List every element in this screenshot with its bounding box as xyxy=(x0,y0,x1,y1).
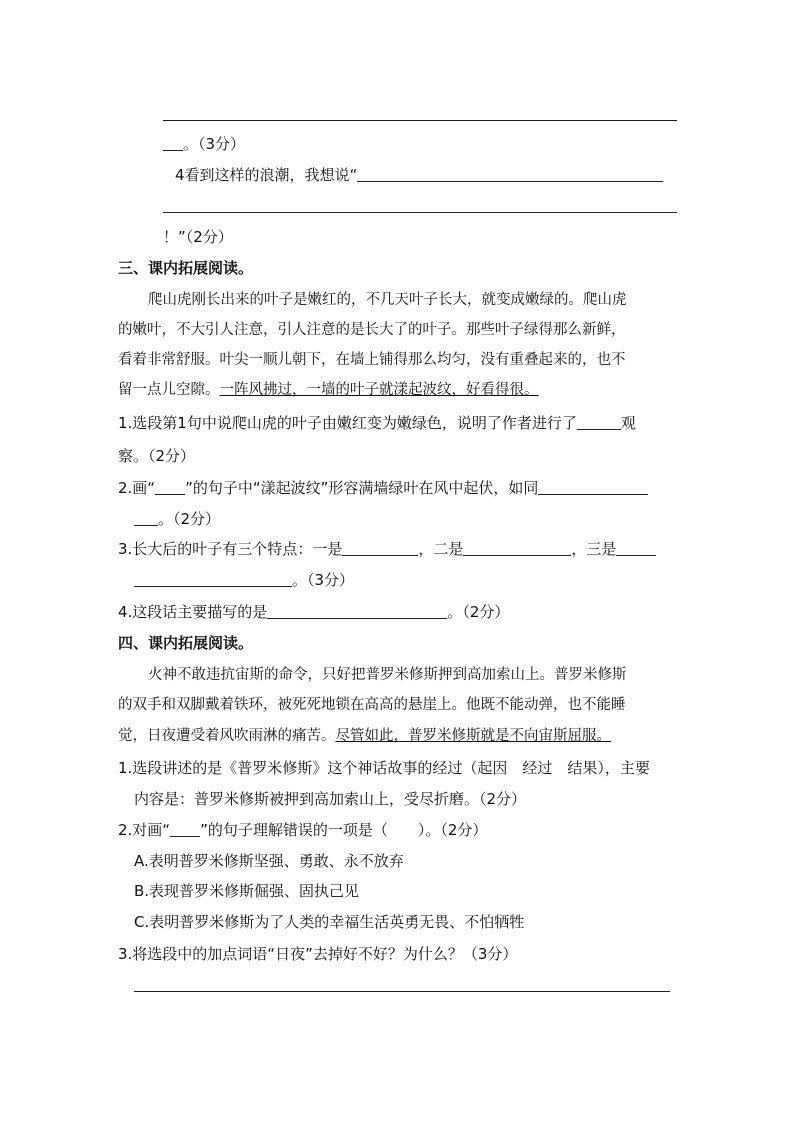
answer-line[interactable] xyxy=(134,991,670,992)
question-line xyxy=(118,478,648,498)
question-text: 4.这段话主要描写的是 xyxy=(118,603,268,621)
question-text: ”的句子中“漾起波纹”形容满墙绿叶在风中起伏，如同 xyxy=(185,479,539,497)
question-line: 3.将选段中的加点词语“日夜”去掉好不好？为什么？（3分） xyxy=(118,945,518,963)
answer-blank[interactable] xyxy=(538,480,648,495)
question-line: 1.选段讲述的是《普罗米修斯》这个神话故事的经过（起因 经过 结果），主要 xyxy=(118,759,650,777)
question-line xyxy=(163,227,233,247)
underline-mark xyxy=(170,822,200,837)
passage-line xyxy=(118,380,539,400)
question-line xyxy=(118,602,509,622)
answer-blank[interactable] xyxy=(267,604,447,619)
question-text: 2.对画“ xyxy=(118,821,171,839)
answer-blank[interactable] xyxy=(463,541,571,556)
question-text: 。（3分） xyxy=(292,571,355,589)
question-line xyxy=(175,165,663,185)
underlined-sentence: 一阵风拂过，一墙的叶子就漾起波纹，好看得很。 xyxy=(219,382,539,398)
question-text: 察。（2分） xyxy=(118,447,196,465)
question-line xyxy=(134,570,354,590)
underline-mark xyxy=(155,480,185,495)
passage-line: 的嫩叶，不大引人注意，引人注意的是长大了的叶子。那些叶子绿得那么新鲜， xyxy=(118,322,626,338)
question-text: 。（2分） xyxy=(447,603,510,621)
question-text: 。（3分） xyxy=(183,135,246,153)
passage-line: 的双手和双脚戴着铁环，被死死地锁在高高的悬崖上。他既不能动弹，也不能睡 xyxy=(118,697,626,713)
question-text: ！”（2分） xyxy=(163,228,233,246)
answer-blank[interactable] xyxy=(163,136,183,151)
answer-blank[interactable] xyxy=(134,511,158,526)
answer-blank[interactable] xyxy=(577,415,621,430)
question-text: 1.选段第1句中说爬山虎的叶子由嫩红变为嫩绿色，说明了作者进行了 xyxy=(118,414,577,432)
passage-line: 看着非常舒服。叶尖一顺儿朝下，在墙上铺得那么均匀，没有重叠起来的，也不 xyxy=(118,352,626,368)
option-a[interactable]: A.表明普罗米修斯坚强、勇敢、永不放弃 xyxy=(134,852,404,870)
question-text: 3.长大后的叶子有三个特点：一是 xyxy=(118,540,343,558)
option-c[interactable]: C.表明普罗米修斯为了人类的幸福生活英勇无畏、不怕牺牲 xyxy=(134,913,525,931)
question-line xyxy=(134,509,220,529)
question-text: 观 xyxy=(620,414,636,432)
question-text: 4看到这样的浪潮，我想说“ xyxy=(175,166,358,184)
question-line xyxy=(118,539,656,559)
passage-line: 火神不敢违抗宙斯的命令，只好把普罗米修斯押到高加索山上。普罗米修斯 xyxy=(148,667,627,683)
passage-line xyxy=(118,726,611,746)
passage-line: 爬山虎刚长出来的叶子是嫩红的，不几天叶子长大，就变成嫩绿的。爬山虎 xyxy=(148,292,627,308)
question-text: ，三是 xyxy=(571,540,617,558)
answer-blank[interactable] xyxy=(616,541,656,556)
section-heading: 四、课内拓展阅读。 xyxy=(118,634,254,652)
answer-blank[interactable] xyxy=(357,167,663,182)
question-line xyxy=(118,413,636,433)
passage-text: 觉，日夜遭受着风吹雨淋的痛苦。 xyxy=(118,728,336,744)
answer-blank[interactable] xyxy=(134,572,292,587)
answer-blank[interactable] xyxy=(342,541,418,556)
question-line: 内容是：普罗米修斯被押到高加索山上，受尽折磨。（2分） xyxy=(134,790,527,808)
question-text: 。（2分） xyxy=(158,510,221,528)
option-b[interactable]: B.表现普罗米修斯倔强、固执己见 xyxy=(134,882,360,900)
question-line xyxy=(163,134,245,154)
question-line xyxy=(118,820,487,840)
answer-line[interactable] xyxy=(163,212,677,213)
passage-text: 留一点儿空隙。 xyxy=(118,382,220,398)
question-text: ，二是 xyxy=(418,540,464,558)
section-heading: 三、课内拓展阅读。 xyxy=(118,259,254,277)
question-text: ”的句子理解错误的一项是（ ）。（2分） xyxy=(200,821,488,839)
underlined-sentence: 尽管如此，普罗米修斯就是不向宙斯屈服。 xyxy=(335,728,611,744)
question-line xyxy=(118,446,195,466)
answer-line[interactable] xyxy=(163,120,677,121)
question-text: 2.画“ xyxy=(118,479,156,497)
